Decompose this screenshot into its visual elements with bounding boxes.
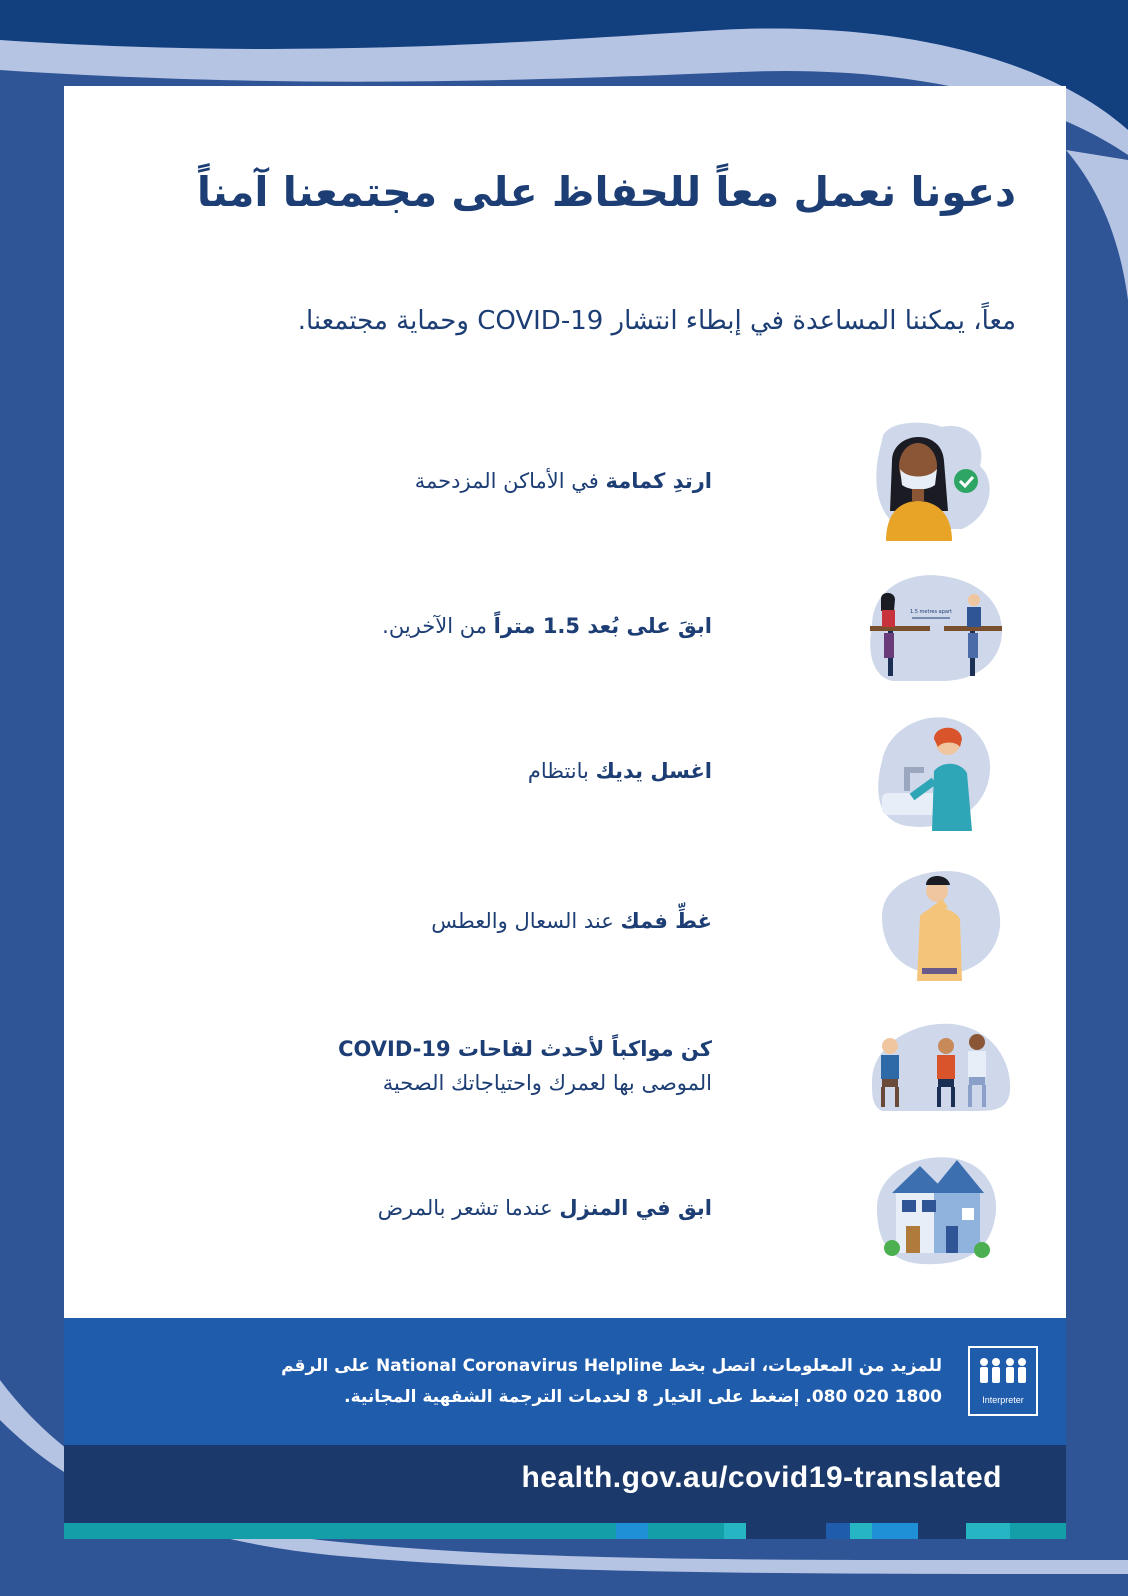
tip-line [382,614,712,638]
page-subtitle: معاً، يمكننا المساعدة في إبطاء انتشار COVID-19 وحماية مجتمعنا. [297,306,1016,336]
house-icon [862,1148,1012,1268]
page-title: دعونا نعمل معاً للحفاظ على مجتمعنا آمناً [196,168,1016,216]
tip-line-2 [338,1066,712,1100]
tip-line [431,909,712,933]
tip-keep-distance [172,566,1012,686]
content-card [64,86,1066,1318]
stripe-segment [616,1523,648,1539]
tip-text [382,566,712,686]
stripe-segment [746,1523,826,1539]
cough-into-elbow-icon [862,861,1012,981]
stripe-segment [918,1523,966,1539]
tip-text [415,421,712,541]
tip-line [415,469,712,493]
interpreter-label: Interpreter [982,1395,1024,1405]
tip-line [338,1032,712,1066]
tip-line [528,759,712,783]
stripe-segment [826,1523,850,1539]
tip-wash-hands [172,711,1012,831]
stripe-segment [64,1523,616,1539]
tip-bold: ابق في المنزل [559,1196,712,1220]
distance-label: 1.5 metres apart [910,609,952,615]
helpline-text [281,1351,942,1413]
tip-wear-mask [172,421,1012,541]
stripe-segment [724,1523,746,1539]
footer-stripe [64,1523,1066,1539]
tip-bold: اغسل يديك [595,759,712,783]
masked-person-icon [862,421,1012,541]
tip-vaccination [172,1006,1012,1126]
helpline-line-2: 1800 020 080. إضغط على الخيار 8 لخدمات الترجمة الشفهية المجانية. [344,1387,942,1407]
helpline-line-1: للمزيد من المعلومات، اتصل بخط National Coronavirus Helpline على الرقم [281,1356,942,1376]
tip-rest: بانتظام [527,759,596,783]
tip-rest: الموصى بها لعمرك واحتياجاتك الصحية [382,1071,712,1095]
tip-rest: عندما تشعر بالمرض [377,1196,560,1220]
tip-line [378,1196,712,1220]
tip-text [378,1148,712,1268]
tip-text [338,1006,712,1126]
stripe-segment [872,1523,918,1539]
physical-distance-icon [862,566,1012,686]
tip-rest: عند السعال والعطس [431,909,621,933]
interpreter-logo [968,1346,1038,1416]
hand-washing-icon [862,711,1012,831]
tip-bold: غطِّ فمك [620,909,712,933]
tip-rest: من الآخرين. [382,614,494,638]
tip-stay-home [172,1148,1012,1268]
tip-bold: ارتدِ كمامة [605,469,712,493]
stripe-segment [1010,1523,1066,1539]
website-link[interactable]: health.gov.au/covid19-translated [521,1461,1002,1494]
interpreter-icon [970,1348,1036,1414]
stripe-segment [966,1523,1010,1539]
tip-rest: في الأماكن المزدحمة [414,469,606,493]
stripe-segment [850,1523,872,1539]
stripe-segment [648,1523,724,1539]
vaccination-icon [862,1006,1012,1126]
tip-text [431,861,712,981]
tip-bold: كن مواكباً لأحدث لقاحات COVID-19 [338,1037,712,1061]
tip-cover-mouth [172,861,1012,981]
tip-bold: ابقَ على بُعد 1.5 متراً [493,614,712,638]
helpline-banner [64,1318,1066,1445]
url-bar [64,1445,1066,1523]
tip-text [528,711,712,831]
